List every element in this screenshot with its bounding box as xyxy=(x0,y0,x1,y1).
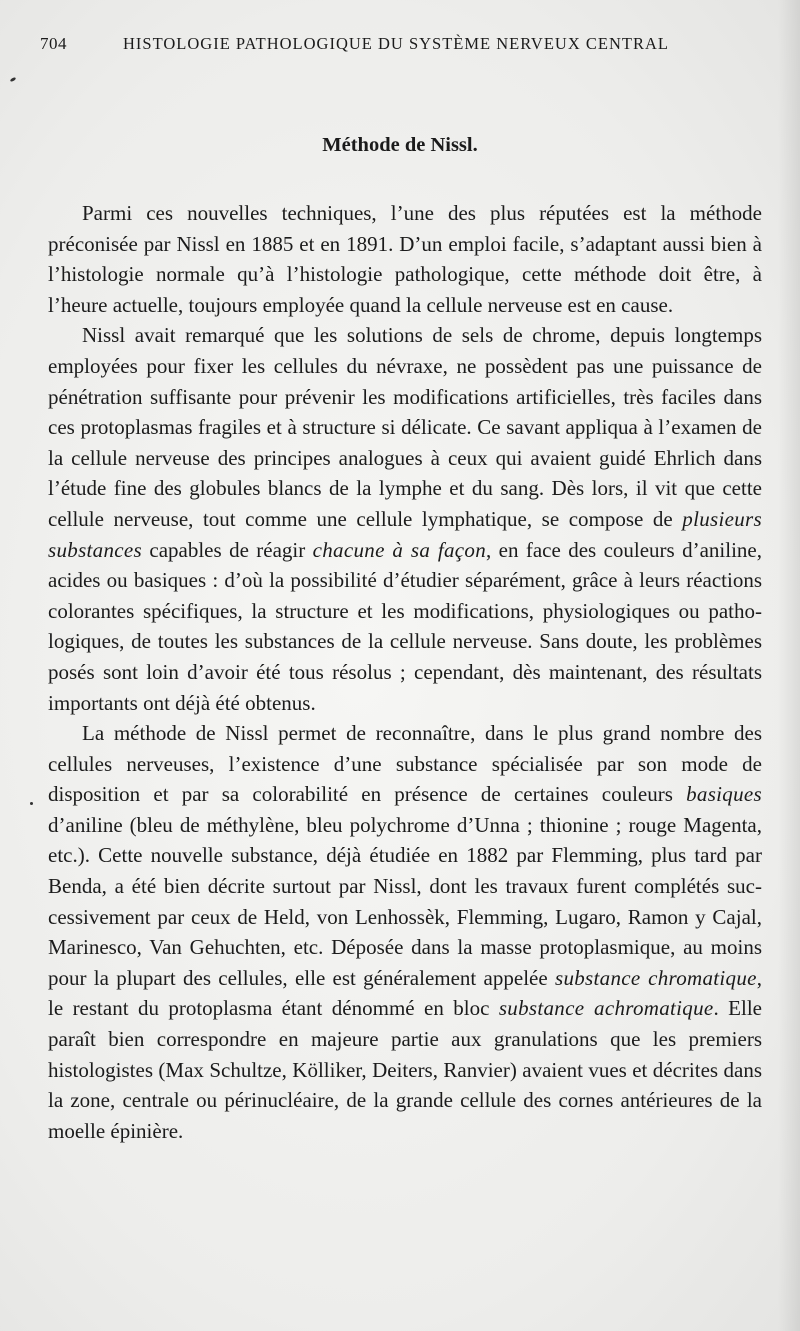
running-head: HISTOLOGIE PATHOLOGIQUE DU SYSTÈME NERVEUX CENTRAL xyxy=(123,34,669,53)
italic-text: basiques xyxy=(686,782,762,807)
paragraph-text: , le restant du protoplasma étant dénommé en bloc xyxy=(48,965,762,1021)
page-edge-shadow xyxy=(778,0,800,1331)
italic-text: substance achromatique xyxy=(498,996,714,1021)
paragraph-text: capables de réagir xyxy=(142,537,313,562)
paragraph-text: La méthode de Nissl permet de reconnaître, dans le plus grand nombre des cellules nerveuses, l’existence d’une substance spécialisée par son mode de disposition et par sa colorabilité en présence de certaines couleurs xyxy=(48,721,762,807)
italic-text: chacune à sa façon xyxy=(312,537,486,562)
paragraph-text: Nissl avait remarqué que les solutions de sels de chrome, depuis longtemps employées pour fixer les cellules du névraxe, ne possèdent pas une puissance de pénétration suffisante pour prévenir les modifications artificielles, très faciles dans ces protoplasmas fragiles et à structure si délicate. Ce savant appliqua à l’examen de la cellule nerveuse des principes analogues à ceux qui avaient guidé Ehrlich dans l’étude fine des globules blancs de la lymphe et du sang. Dès lors, il vit que cette cellule nerveuse, tout comme une cellule lymphatique, se compose de xyxy=(48,323,762,531)
ink-speck xyxy=(30,802,33,805)
page-header xyxy=(40,34,680,58)
paragraph xyxy=(48,198,762,320)
paragraph xyxy=(48,320,762,718)
italic-text: substance chromatique xyxy=(554,965,757,990)
italic-text: plusieurs substances xyxy=(48,506,762,562)
paragraph-text: , en face des couleurs d’aniline, acides ou basiques : d’où la possibilité d’étudier séparément, grâce à leurs réactions colorantes spécifiques, la structure et les modifications, physiologiques ou pathologiques, de toutes les substances de la cellule nerveuse. Sans doute, les problèmes posés sont loin d’avoir été tous résolus ; cependant, dès maintenant, des résultats importants ont déjà été obtenus. xyxy=(48,537,762,715)
paragraph-text: d’aniline (bleu de méthylène, bleu polychrome d’Unna ; thionine ; rouge Magenta, etc.). Cette nouvelle substance, déjà étudiée en 1882 par Flemming, plus tard par Benda, a été bien décrite surtout par Nissl, dont les travaux furent complétés successivement par ceux de Held, von Lenhossèk, Flemming, Lugaro, Ramon y Cajal, Marinesco, Van Gehuchten, etc. Déposée dans la masse protoplasmique, au moins pour la plupart des cellules, elle est généralement appelée xyxy=(48,812,762,990)
page-number: 704 xyxy=(40,34,67,53)
paragraph-text: . Elle paraît bien correspondre en majeure partie aux granulations que les premiers histologistes (Max Schultze, Kölliker, Deiters, Ranvier) avaient vues et décrites dans la zone, centrale ou périnucléaire, de la grande cellule des cornes antérieures de la moelle épinière. xyxy=(48,996,762,1143)
paragraph-text: Parmi ces nouvelles techniques, l’une des plus réputées est la méthode préconisée par Nissl en 1885 et en 1891. D’un emploi facile, s’adaptant aussi bien à l’histologie normale qu’à l’histologie pathologique, cette méthode doit être, à l’heure actuelle, toujours employée quand la cellule nerveuse est en cause. xyxy=(48,201,762,317)
section-title: Méthode de Nissl. xyxy=(322,134,478,156)
body-text xyxy=(48,198,762,1146)
paragraph xyxy=(48,718,762,1146)
ink-speck xyxy=(10,77,17,83)
